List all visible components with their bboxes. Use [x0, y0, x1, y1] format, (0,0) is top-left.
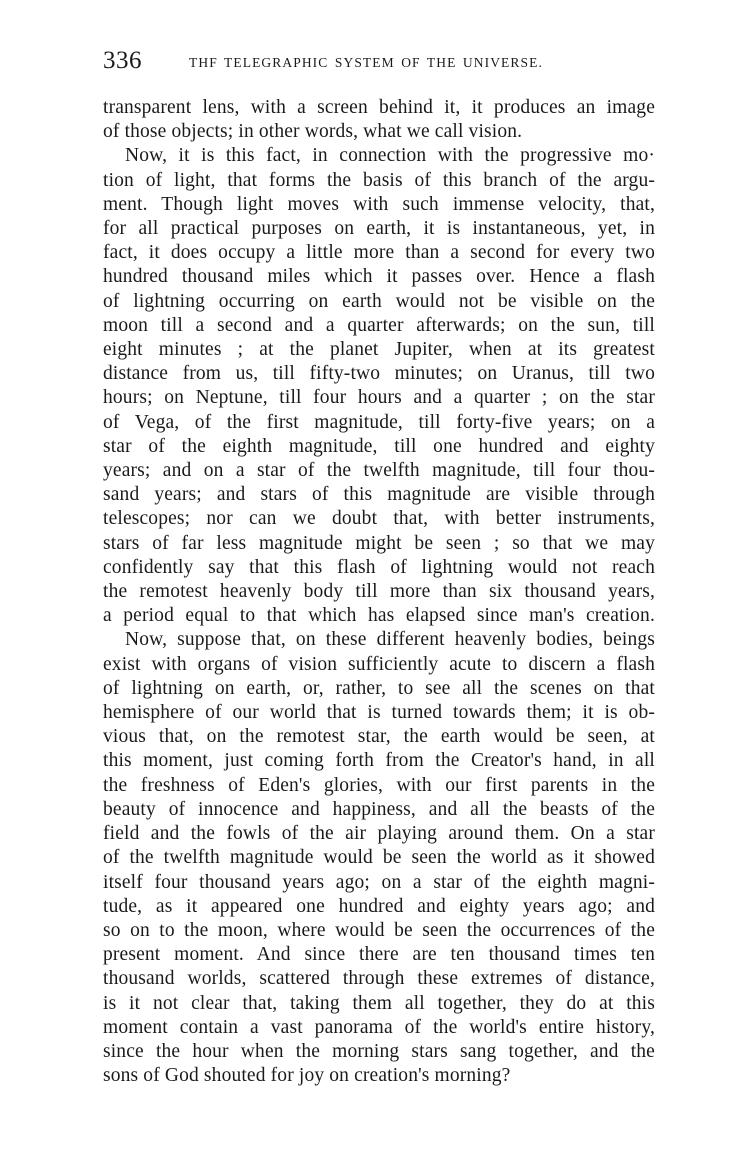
text-line: of those objects; in other words, what we call vision.	[103, 121, 523, 143]
text-line: a period equal to that which has elapsed since man's creation.	[103, 605, 655, 627]
paragraph-3	[103, 628, 655, 1088]
text-line: the remotest heavenly body till more than six thousand years,	[103, 581, 655, 603]
text-line: this moment, just coming forth from the Creator's hand, in all	[103, 750, 655, 772]
text-line: hundred thousand miles which it passes over. Hence a flash	[103, 266, 655, 288]
text-line: Now, it is this fact, in connection with the progressive mo·	[125, 145, 655, 167]
text-line: exist with organs of vision sufficiently acute to discern a flash	[103, 653, 655, 675]
text-line: itself four thousand years ago; on a star of the eighth magni-	[103, 871, 655, 893]
text-line: is it not clear that, taking them all together, they do at this	[103, 992, 655, 1014]
text-line: of the twelfth magnitude would be seen the world as it showed	[103, 847, 655, 869]
text-line: sons of God shouted for joy on creation's morning?	[103, 1065, 511, 1087]
text-line: fact, it does occupy a little more than a second for every two	[103, 242, 655, 264]
text-line: confidently say that this flash of lightning would not reach	[103, 556, 655, 578]
text-line: since the hour when the morning stars sang together, and the	[103, 1040, 655, 1062]
text-line: transparent lens, with a screen behind it, it produces an image	[103, 97, 655, 118]
text-line: tude, as it appeared one hundred and eighty years ago; and	[103, 895, 655, 917]
text-line: moon till a second and a quarter afterwards; on the sun, till	[103, 314, 655, 336]
text-line: years; and on a star of the twelfth magnitude, till four thou‑	[103, 460, 655, 482]
text-line: tion of light, that forms the basis of this branch of the argu-	[103, 169, 655, 191]
text-line: so on to the moon, where would be seen the occurrences of the	[103, 919, 655, 941]
text-line: the freshness of Eden's glories, with our first parents in the	[103, 774, 655, 796]
running-title: THF TELEGRAPHIC SYSTEM OF THE UNIVERSE.	[189, 55, 543, 70]
text-line: telescopes; nor can we doubt that, with better instruments,	[103, 508, 655, 530]
text-line: eight minutes ; at the planet Jupiter, when at its greatest	[103, 339, 655, 361]
text-line: of Vega, of the first magnitude, till forty-five years; on a	[103, 411, 655, 433]
text-line: vious that, on the remotest star, the earth would be seen, at	[103, 726, 655, 748]
text-line: stars of far less magnitude might be seen ; so that we may	[103, 532, 655, 554]
text-line: field and the fowls of the air playing around them. On a star	[103, 823, 655, 845]
text-line: hours; on Neptune, till four hours and a quarter ; on the star	[103, 387, 655, 409]
text-line: distance from us, till fifty-two minutes; on Uranus, till two	[103, 363, 655, 385]
text-line: of lightning occurring on earth would not be visible on the	[103, 290, 655, 312]
text-line: sand years; and stars of this magnitude are visible through	[103, 484, 655, 506]
text-line: present moment. And since there are ten thousand times ten	[103, 944, 655, 966]
paragraph-1	[103, 96, 655, 144]
text-line: moment contain a vast panorama of the world's entire history,	[103, 1016, 655, 1038]
text-line: star of the eighth magnitude, till one hundred and eighty	[103, 435, 655, 457]
paragraph-2	[103, 144, 655, 628]
text-line: of lightning on earth, or, rather, to see all the scenes on that	[103, 677, 655, 699]
text-line: Now, suppose that, on these different heavenly bodies, beings	[125, 629, 655, 651]
text-line: thousand worlds, scattered through these extremes of distance,	[103, 968, 655, 990]
page-number: 336	[103, 47, 142, 74]
body-text	[103, 96, 655, 1088]
text-line: hemisphere of our world that is turned towards them; it is ob-	[103, 702, 655, 724]
running-head	[103, 46, 653, 76]
text-line: beauty of innocence and happiness, and all the beasts of the	[103, 798, 655, 820]
text-line: ment. Though light moves with such immense velocity, that,	[103, 193, 655, 215]
text-line: for all practical purposes on earth, it is instantaneous, yet, in	[103, 218, 655, 240]
